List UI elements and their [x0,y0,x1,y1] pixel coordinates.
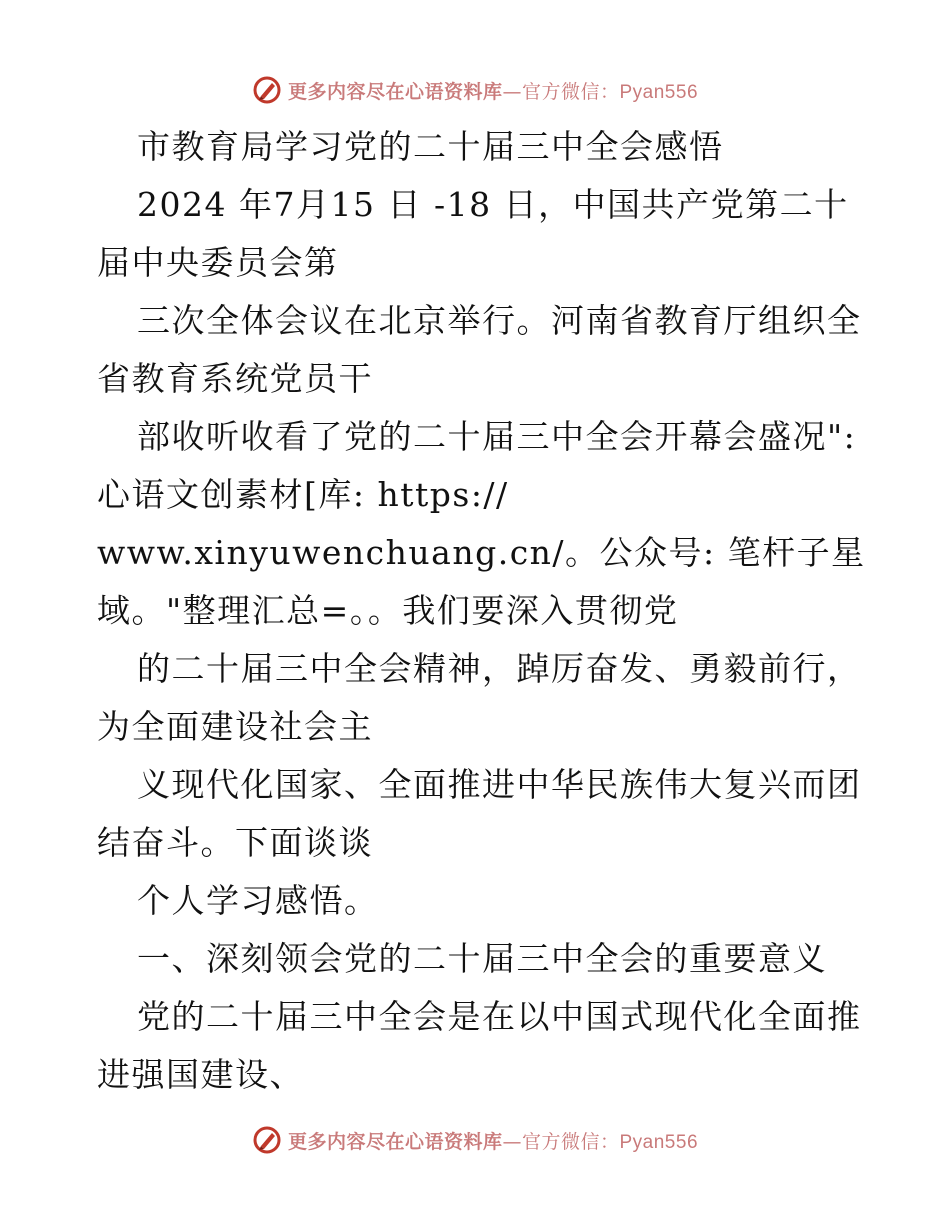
watermark-main-text: 更多内容尽在心语资料库 [287,80,503,103]
footer-watermark-banner [0,1120,950,1160]
pen-logo-icon [252,75,282,105]
footer-watermark-text [288,1127,698,1154]
header-watermark-banner [0,70,950,110]
document-title: 市教育局学习党的二十届三中全会感悟 [137,127,724,166]
paragraph-line: www.xinyuwenchuang.cn/。公众号: 笔杆子星 [97,533,866,572]
paragraph-line: 为全面建设社会主 [97,707,373,746]
watermark-wechat-label: 官方微信： [521,1130,620,1153]
paragraph-line: 结奋斗。下面谈谈 [97,823,373,862]
watermark-wechat-id: Pyan556 [619,1131,699,1153]
paragraph-line: 省教育系统党员干 [97,359,373,398]
watermark-separator: — [502,1130,522,1153]
paragraph-line: 三次全体会议在北京举行。河南省教育厅组织全 [137,301,862,340]
paragraph-line: 进强国建设、 [97,1055,304,1094]
pen-logo-icon [252,1125,282,1155]
watermark-main-text: 更多内容尽在心语资料库 [287,1130,503,1153]
paragraph-line: 域。"整理汇总=。。我们要深入贯彻党 [97,591,679,630]
watermark-wechat-label: 官方微信： [521,80,620,103]
paragraph-line: 届中央委员会第 [97,243,339,282]
paragraph-line: 部收听收看了党的二十届三中全会开幕会盛况": [137,417,857,456]
paragraph-line: 个人学习感悟。 [137,881,379,920]
paragraph-line: 的二十届三中全会精神，踔厉奋发、勇毅前行， [137,649,862,688]
watermark-wechat-id: Pyan556 [619,81,699,103]
paragraph-line: 2024 年7月15 日 -18 日，中国共产党第二十 [137,185,849,224]
paragraph-line: 义现代化国家、全面推进中华民族伟大复兴而团 [137,765,862,804]
watermark-separator: — [502,80,522,103]
paragraph-line: 党的二十届三中全会是在以中国式现代化全面推 [137,997,862,1036]
section-heading: 一、深刻领会党的二十届三中全会的重要意义 [137,939,827,978]
paragraph-line: 心语文创素材[库: https:// [97,475,509,514]
header-watermark-text [288,77,698,104]
